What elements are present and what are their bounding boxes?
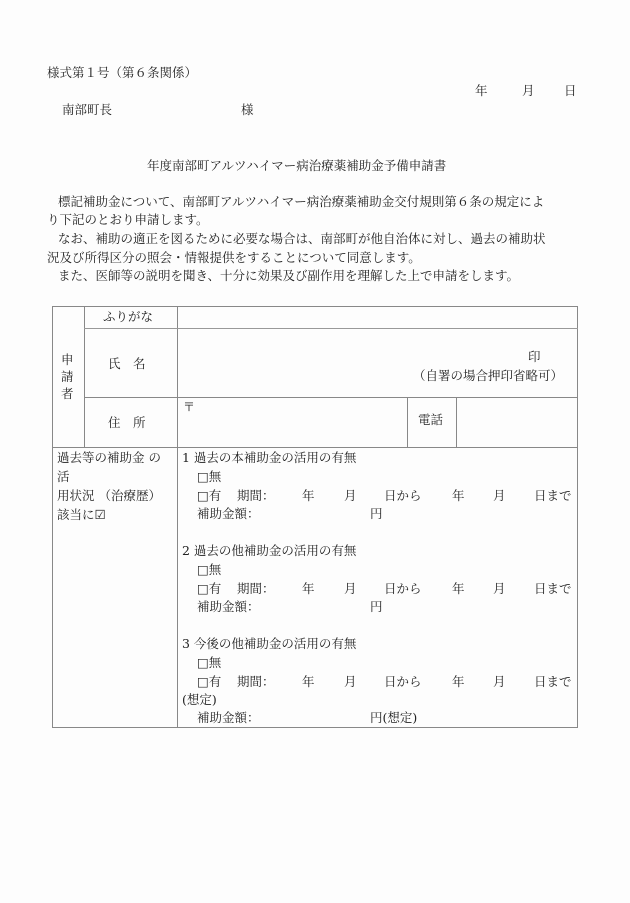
paragraph-1-line-1: 標記補助金について、南部町アルツハイマー病治療薬補助金交付規則第６条の規定によ <box>58 194 545 209</box>
table-border-bottom <box>52 727 578 728</box>
to-day: 日まで <box>534 488 572 503</box>
table-border-right <box>577 306 578 728</box>
address-label: 住 所 <box>108 415 146 430</box>
from-day: 日から <box>384 674 422 689</box>
to-year: 年 <box>452 488 465 503</box>
from-year: 年 <box>302 488 315 503</box>
amount-label: 補助金額： <box>197 599 260 614</box>
applicant-label-char-2: 請 <box>61 369 74 384</box>
amount-unit: 円 <box>370 599 383 614</box>
from-month: 月 <box>344 488 357 503</box>
to-month: 月 <box>493 581 506 596</box>
name-label: 氏 名 <box>108 356 146 371</box>
period-label: 期間： <box>237 674 275 689</box>
yes-checkbox[interactable]: □有 <box>197 488 222 503</box>
honorific: 様 <box>241 102 254 117</box>
to-month: 月 <box>493 488 506 503</box>
amount-label: 補助金額： <box>197 710 260 725</box>
none-checkbox[interactable]: □無 <box>197 469 222 484</box>
yes-checkbox[interactable]: □有 <box>197 581 222 596</box>
from-year: 年 <box>302 581 315 596</box>
to-day: 日まで <box>534 674 572 689</box>
name-field[interactable] <box>178 329 577 397</box>
form-number: 様式第１号（第６条関係） <box>47 65 198 80</box>
furigana-field[interactable] <box>178 307 577 328</box>
paragraph-2-line-1: なお、補助の適正を図るために必要な場合は、南部町が他自治体に対し、過去の補助状 <box>58 231 546 246</box>
amount-label: 補助金額： <box>197 506 260 521</box>
phone-field[interactable] <box>457 398 577 447</box>
period-label: 期間： <box>237 488 275 503</box>
amount-unit: 円(想定) <box>370 710 418 725</box>
table-border-left <box>52 306 53 728</box>
seal-note: （自署の場合押印省略可） <box>413 368 564 383</box>
document-title: 年度南部町アルツハイマー病治療薬補助金予備申請書 <box>147 158 447 173</box>
yes-checkbox[interactable]: □有 <box>197 674 222 689</box>
from-day: 日から <box>384 581 422 596</box>
history-label-line-3: 用状況 （治療歴） <box>57 488 161 503</box>
furigana-label: ふりがな <box>103 309 154 324</box>
from-month: 月 <box>344 674 357 689</box>
postal-mark: 〒 <box>183 400 196 414</box>
paragraph-1-line-2: り下記のとおり申請します。 <box>47 212 209 227</box>
address-field[interactable] <box>178 398 407 447</box>
date-month: 月 <box>522 83 535 98</box>
history-item-heading: 2 過去の他補助金の活用の有無 <box>182 543 357 558</box>
estimate-note: (想定) <box>182 692 217 707</box>
to-year: 年 <box>452 581 465 596</box>
history-item-heading: 3 今後の他補助金の活用の有無 <box>182 636 357 651</box>
date-year: 年 <box>475 83 488 98</box>
from-year: 年 <box>302 674 315 689</box>
addressee: 南部町長 <box>62 102 113 117</box>
history-label-line-4: 該当に☑ <box>57 507 106 522</box>
applicant-label-char-1: 申 <box>61 352 74 367</box>
none-checkbox[interactable]: □無 <box>197 562 222 577</box>
history-label-line-1: 過去等の補助金 の <box>57 450 161 465</box>
period-label: 期間： <box>237 581 275 596</box>
from-month: 月 <box>344 581 357 596</box>
to-day: 日まで <box>534 581 572 596</box>
date-day: 日 <box>564 83 577 98</box>
to-year: 年 <box>452 674 465 689</box>
divider-address-phone <box>407 397 408 447</box>
divider-address-row <box>52 447 578 448</box>
seal-mark: 印 <box>528 349 541 364</box>
history-label-line-2: 活 <box>57 469 70 484</box>
from-day: 日から <box>384 488 422 503</box>
paragraph-3-line-1: また、医師等の説明を聞き、十分に効果及び副作用を理解した上で申請をします。 <box>58 268 520 283</box>
none-checkbox[interactable]: □無 <box>197 655 222 670</box>
paragraph-2-line-2: 況及び所得区分の照会・情報提供をすることについて同意します。 <box>47 250 421 265</box>
phone-label: 電話 <box>418 412 444 427</box>
to-month: 月 <box>493 674 506 689</box>
amount-unit: 円 <box>370 506 383 521</box>
applicant-label-char-3: 者 <box>61 386 74 401</box>
history-item-heading: 1 過去の本補助金の活用の有無 <box>182 450 357 465</box>
